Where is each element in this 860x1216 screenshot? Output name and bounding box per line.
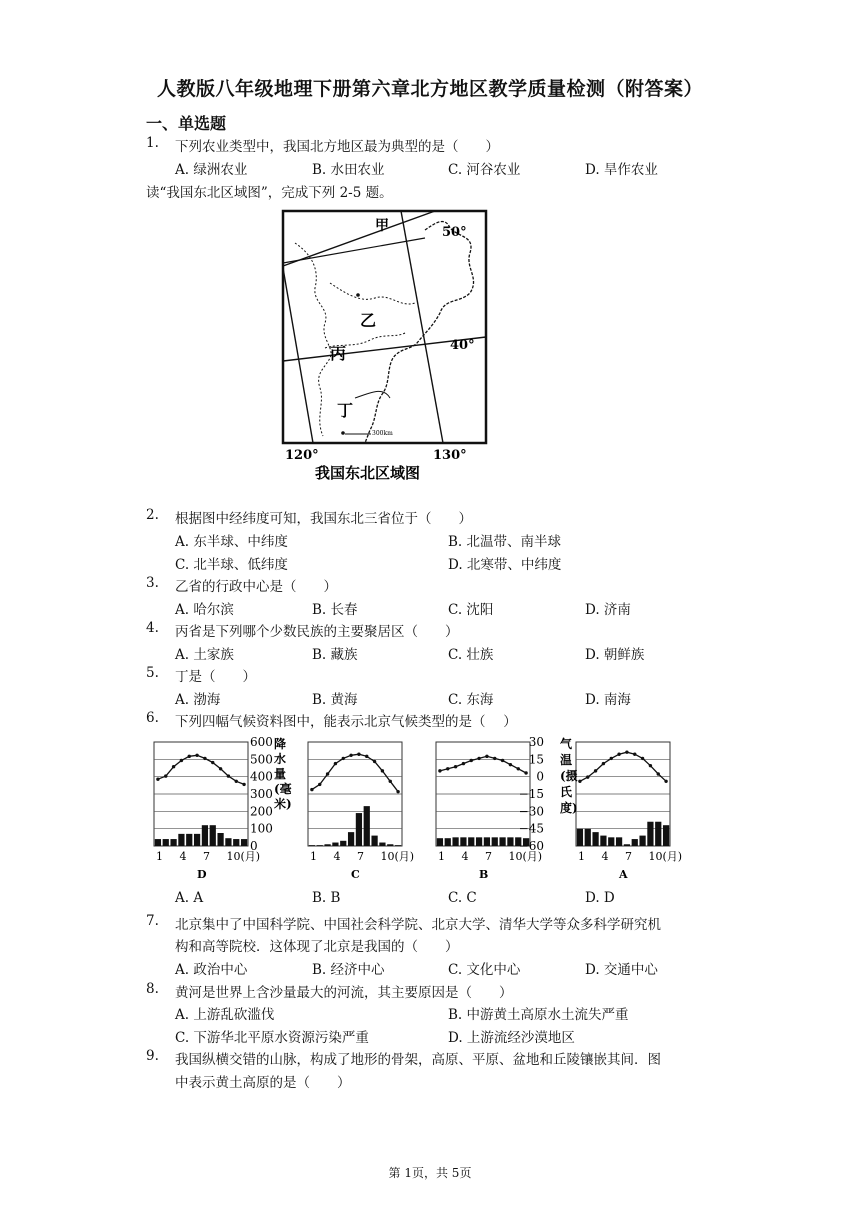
temp-point (180, 759, 183, 762)
precip-bar (600, 836, 606, 846)
temp-point (396, 790, 399, 793)
temp-point (633, 753, 636, 756)
temp-point (373, 760, 376, 763)
reading-instruction: 读“我国东北区域图”，完成下列 2-5 题。 (146, 185, 393, 201)
option-b: B. 长春 (312, 602, 358, 618)
temp-tick-label: 15 (528, 752, 544, 767)
question-text-cont: 中表示黄土高原的是（ ） (175, 1075, 351, 1091)
temp-tick-label: −30 (518, 804, 544, 819)
precip-bar (647, 822, 653, 846)
precip-bar (233, 839, 239, 846)
temp-point (235, 780, 238, 783)
precip-tick-label: 300 (250, 787, 273, 801)
temp-point (365, 755, 368, 758)
precip-bar (445, 838, 451, 846)
precip-bar (348, 832, 354, 846)
precip-bar (155, 839, 161, 846)
option-a: A. 东半球、中纬度 (175, 534, 288, 550)
temp-point (381, 769, 384, 772)
temp-point (318, 783, 321, 786)
label-yi: 乙 (360, 311, 377, 330)
precip-tick-label: 600 (250, 735, 273, 749)
temp-point (310, 788, 313, 791)
month-tick-label: 1 (438, 850, 445, 863)
month-tick-label: 4 (333, 850, 341, 863)
question-text: 北京集中了中国科学院、中国社会科学院、北京大学、清华大学等众多科学研究机 (175, 917, 661, 933)
label-lat-50: 50° (442, 225, 467, 240)
precip-bar (241, 839, 247, 846)
option-b: B. 藏族 (312, 647, 358, 663)
month-tick-label: 10(月) (226, 850, 261, 863)
section-heading: 一、单选题 (146, 114, 227, 133)
question-text: 下列农业类型中，我国北方地区最为典型的是（ ） (175, 139, 499, 155)
temp-point (610, 757, 613, 760)
temp-point (242, 783, 245, 786)
option-c: C. 壮族 (448, 647, 494, 663)
option-c: C. 文化中心 (448, 962, 521, 978)
option-b: B. 经济中心 (312, 962, 385, 978)
precip-bar (324, 844, 330, 846)
map-caption: 我国东北区域图 (315, 464, 421, 482)
question-number: 4. (146, 620, 159, 636)
option-b: B. 黄海 (312, 692, 358, 708)
question-text: 乙省的行政中心是（ ） (175, 579, 337, 595)
temp-point (188, 755, 191, 758)
option-a: A. A (175, 890, 204, 906)
temp-tick-label: −60 (518, 839, 544, 853)
option-d: D. 南海 (585, 692, 631, 708)
precip-tick-label: 200 (250, 804, 273, 819)
temp-point (342, 757, 345, 760)
month-tick-label: 10(月) (508, 850, 543, 863)
temp-point (349, 754, 352, 757)
precip-bar (476, 837, 482, 846)
precip-bar (225, 838, 231, 846)
temp-point (501, 759, 504, 762)
option-a: A. 渤海 (175, 692, 221, 708)
precip-bar (468, 837, 474, 846)
precip-bar (577, 829, 583, 846)
precip-bar (163, 839, 169, 846)
month-tick-label: 4 (179, 850, 187, 863)
chart-label: C (351, 868, 360, 881)
precip-bar (484, 837, 490, 846)
precip-bar (309, 845, 315, 846)
page-title: 人教版八年级地理下册第六章北方地区教学质量检测（附答案） (156, 78, 703, 100)
option-a: A. 政治中心 (175, 962, 248, 978)
question-text: 我国纵横交错的山脉，构成了地形的骨架，高原、平原、盆地和丘陵镶嵌其间．图 (175, 1052, 661, 1068)
option-a: A. 绿洲农业 (175, 162, 248, 178)
precip-bar (194, 834, 200, 846)
temp-point (172, 765, 175, 768)
precip-bar (364, 806, 370, 846)
precip-bar (317, 845, 323, 846)
temp-axis-label: 气 (560, 737, 573, 751)
option-c: C. C (448, 890, 477, 906)
option-d: D. 朝鲜族 (585, 647, 645, 663)
option-b: B. 北温带、南半球 (448, 534, 562, 550)
option-c: C. 北半球、低纬度 (175, 557, 288, 573)
label-ding: 丁 (337, 401, 354, 420)
temp-point (509, 763, 512, 766)
temp-tick-label: −45 (518, 821, 544, 836)
option-b: B. B (312, 890, 341, 906)
month-tick-label: 10(月) (648, 850, 683, 863)
question-number: 9. (146, 1048, 159, 1064)
temp-point (586, 775, 589, 778)
precip-bar (492, 837, 498, 846)
precip-bar (387, 844, 393, 846)
chart-label: D (197, 868, 207, 881)
temp-point (334, 762, 337, 765)
option-c: C. 下游华北平原水资源污染严重 (175, 1030, 369, 1046)
temp-point (219, 767, 222, 770)
month-tick-label: 1 (310, 850, 317, 863)
label-lon-130: 130° (433, 448, 467, 463)
precip-bar (632, 839, 638, 846)
precip-bar (217, 833, 223, 846)
precip-bar (186, 834, 192, 846)
precip-bar (592, 832, 598, 846)
temp-point (517, 767, 520, 770)
chart-label: A (619, 868, 628, 881)
temp-point (657, 772, 660, 775)
month-tick-label: 4 (461, 850, 469, 863)
question-number: 6. (146, 710, 159, 726)
precip-tick-label: 0 (250, 839, 258, 853)
temp-point (195, 754, 198, 757)
month-tick-label: 7 (485, 850, 492, 863)
precip-bar (371, 836, 377, 846)
temp-point (389, 780, 392, 783)
month-tick-label: 1 (578, 850, 585, 863)
precip-bar (437, 838, 443, 846)
option-c: C. 东海 (448, 692, 494, 708)
temp-point (477, 757, 480, 760)
precip-tick-label: 500 (250, 752, 273, 767)
label-lon-120: 120° (285, 448, 319, 463)
question-text: 下列四幅气候资料图中，能表示北京气候类型的是（ ） (175, 714, 517, 730)
temp-point (664, 780, 667, 783)
city-dot (341, 431, 345, 435)
label-lat-40: 40° (450, 338, 475, 353)
temp-point (462, 762, 465, 765)
precip-bar (655, 822, 661, 846)
temp-point (164, 774, 167, 777)
temp-point (617, 753, 620, 756)
question-number: 7. (146, 913, 159, 929)
precip-bar (624, 844, 630, 846)
precip-bar (608, 837, 614, 846)
precip-bar (616, 837, 622, 846)
precip-bar (340, 841, 346, 846)
precip-axis-label: 降 (274, 737, 287, 751)
option-b: B. 中游黄土高原水土流失严重 (448, 1007, 629, 1023)
temp-point (524, 771, 527, 774)
month-tick-label: 7 (625, 850, 632, 863)
month-tick-label: 1 (156, 850, 163, 863)
precip-bar (356, 813, 362, 846)
temp-point (578, 780, 581, 783)
label-bing: 丙 (330, 344, 347, 363)
question-text-cont: 构和高等院校．这体现了北京是我国的（ ） (175, 939, 459, 955)
precip-bar (452, 837, 458, 846)
question-number: 8. (146, 981, 159, 997)
question-text: 黄河是世界上含沙量最大的河流，其主要原因是（ ） (175, 985, 513, 1001)
page-footer: 第 1页，共 5页 (388, 1166, 472, 1180)
precip-bar (639, 836, 645, 846)
precip-bar (395, 845, 401, 846)
precip-bar (332, 843, 338, 846)
question-number: 5. (146, 665, 159, 681)
option-b: B. 水田农业 (312, 162, 385, 178)
precip-axis-label: (毫 (274, 782, 292, 796)
temp-point (454, 765, 457, 768)
precip-tick-label: 100 (250, 821, 273, 836)
temp-point (485, 755, 488, 758)
precip-axis-label: 量 (274, 767, 287, 781)
question-number: 3. (146, 575, 159, 591)
precip-axis-label: 水 (274, 752, 287, 766)
temp-point (326, 772, 329, 775)
temp-axis-label: (摄 (560, 769, 578, 783)
climate-charts (146, 732, 726, 882)
scale-label: 300km (372, 430, 393, 437)
temp-point (156, 778, 159, 781)
temp-point (211, 761, 214, 764)
temp-point (649, 764, 652, 767)
temp-point (641, 757, 644, 760)
temp-point (203, 757, 206, 760)
temp-point (594, 769, 597, 772)
option-a: A. 上游乱砍滥伐 (175, 1007, 275, 1023)
temp-point (357, 753, 360, 756)
precip-tick-label: 400 (250, 769, 273, 784)
month-tick-label: 4 (601, 850, 609, 863)
option-a: A. 土家族 (175, 647, 234, 663)
temp-axis-label: 度) (560, 801, 578, 815)
option-d: D. D (585, 890, 615, 906)
option-c: C. 河谷农业 (448, 162, 521, 178)
option-d: D. 上游流经沙漠地区 (448, 1030, 575, 1046)
precip-bar (507, 837, 513, 846)
precip-bar (170, 839, 176, 846)
temp-point (227, 774, 230, 777)
question-text: 丙省是下列哪个少数民族的主要聚居区（ ） (175, 624, 459, 640)
temp-tick-label: 30 (528, 735, 544, 749)
temp-point (446, 767, 449, 770)
month-tick-label: 7 (357, 850, 364, 863)
temp-point (602, 762, 605, 765)
temp-tick-label: 0 (536, 769, 544, 784)
question-text: 根据图中经纬度可知，我国东北三省位于（ ） (175, 511, 472, 527)
option-d: D. 交通中心 (585, 962, 658, 978)
question-number: 1. (146, 135, 159, 151)
question-number: 2. (146, 507, 159, 523)
temp-point (625, 750, 628, 753)
precip-bar (663, 825, 669, 846)
month-tick-label: 7 (203, 850, 210, 863)
temp-point (493, 757, 496, 760)
city-dot (356, 293, 360, 297)
option-d: D. 旱作农业 (585, 162, 658, 178)
option-a: A. 哈尔滨 (175, 602, 234, 618)
option-d: D. 北寒带、中纬度 (448, 557, 562, 573)
precip-bar (379, 843, 385, 846)
temp-point (438, 769, 441, 772)
precip-axis-label: 米) (274, 797, 292, 811)
temp-point (470, 759, 473, 762)
temp-axis-label: 氏 (560, 785, 573, 799)
precip-bar (210, 825, 216, 846)
precip-bar (460, 837, 466, 846)
chart-label: B (479, 868, 489, 881)
option-d: D. 济南 (585, 602, 631, 618)
option-c: C. 沈阳 (448, 602, 494, 618)
label-jia: 甲 (375, 218, 389, 234)
month-tick-label: 10(月) (380, 850, 415, 863)
precip-bar (202, 825, 208, 846)
question-text: 丁是（ ） (175, 669, 256, 685)
temp-tick-label: −15 (518, 787, 544, 801)
precip-bar (178, 834, 184, 846)
northeast-china-map (275, 208, 493, 483)
precip-bar (585, 829, 591, 846)
precip-bar (499, 837, 505, 846)
temp-axis-label: 温 (560, 753, 573, 767)
